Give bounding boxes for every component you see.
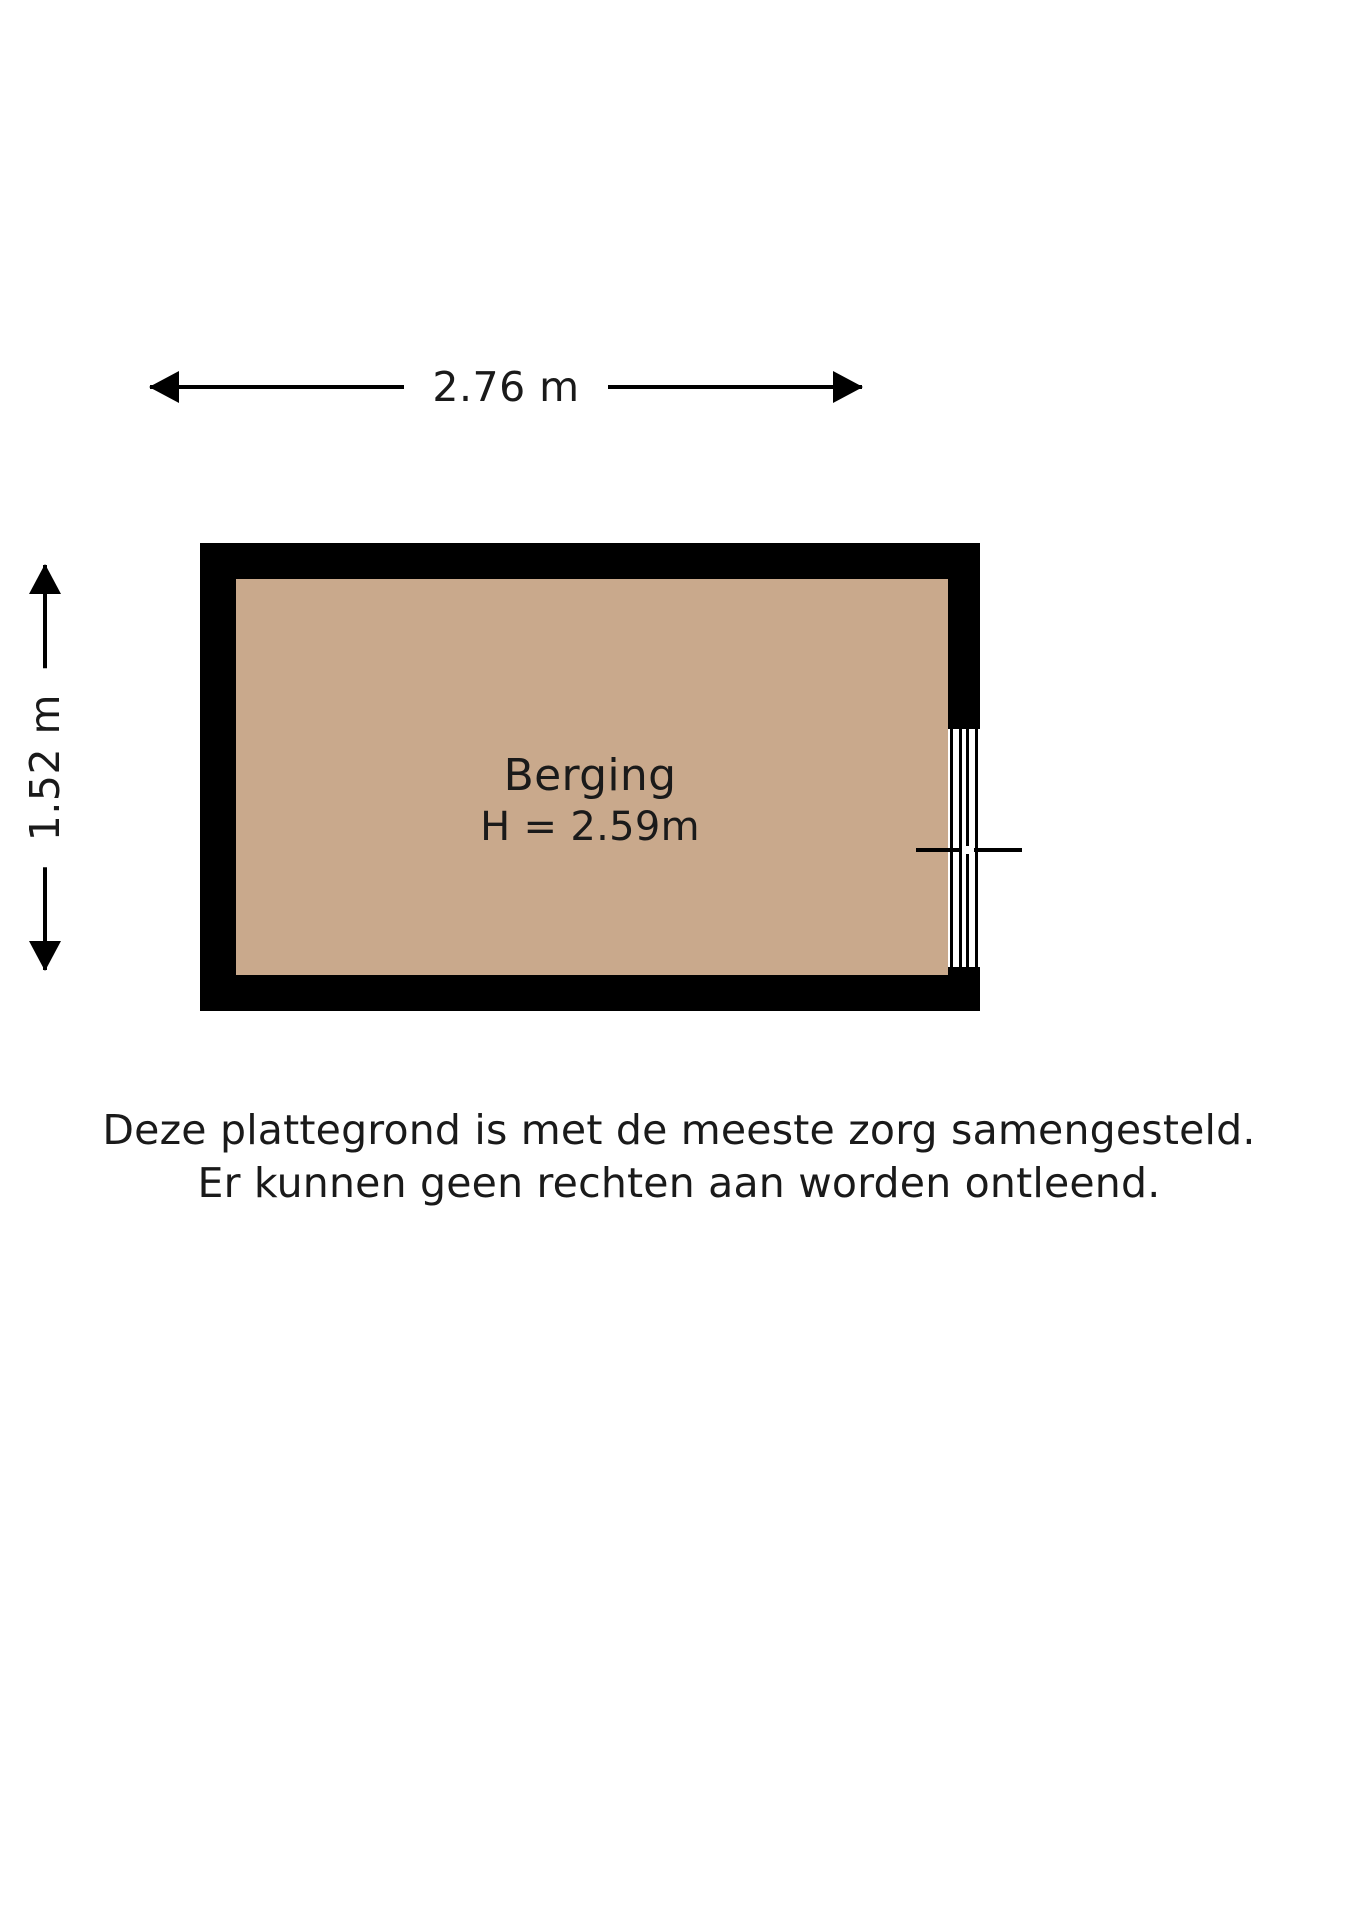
dimension-width-label: 2.76 m <box>404 363 607 411</box>
disclaimer <box>0 1104 1358 1210</box>
disclaimer-line-1: Deze plattegrond is met de meeste zorg samengesteld. <box>102 1106 1256 1154</box>
dimension-width <box>150 352 862 422</box>
room-floor-berging <box>236 579 948 975</box>
dimension-depth <box>10 565 80 970</box>
dimension-width-label-wrap <box>150 352 862 422</box>
door-threshold-gap <box>962 846 974 854</box>
dimension-depth-label-wrap <box>10 565 80 970</box>
room-height: H = 2.59m <box>480 804 700 850</box>
door-sill <box>948 967 980 975</box>
disclaimer-line-2: Er kunnen geen rechten aan worden ontleend. <box>197 1159 1161 1207</box>
room-name: Berging <box>503 750 677 801</box>
floorplan-drawing <box>200 543 980 1011</box>
dimension-depth-label: 1.52 m <box>21 668 69 867</box>
